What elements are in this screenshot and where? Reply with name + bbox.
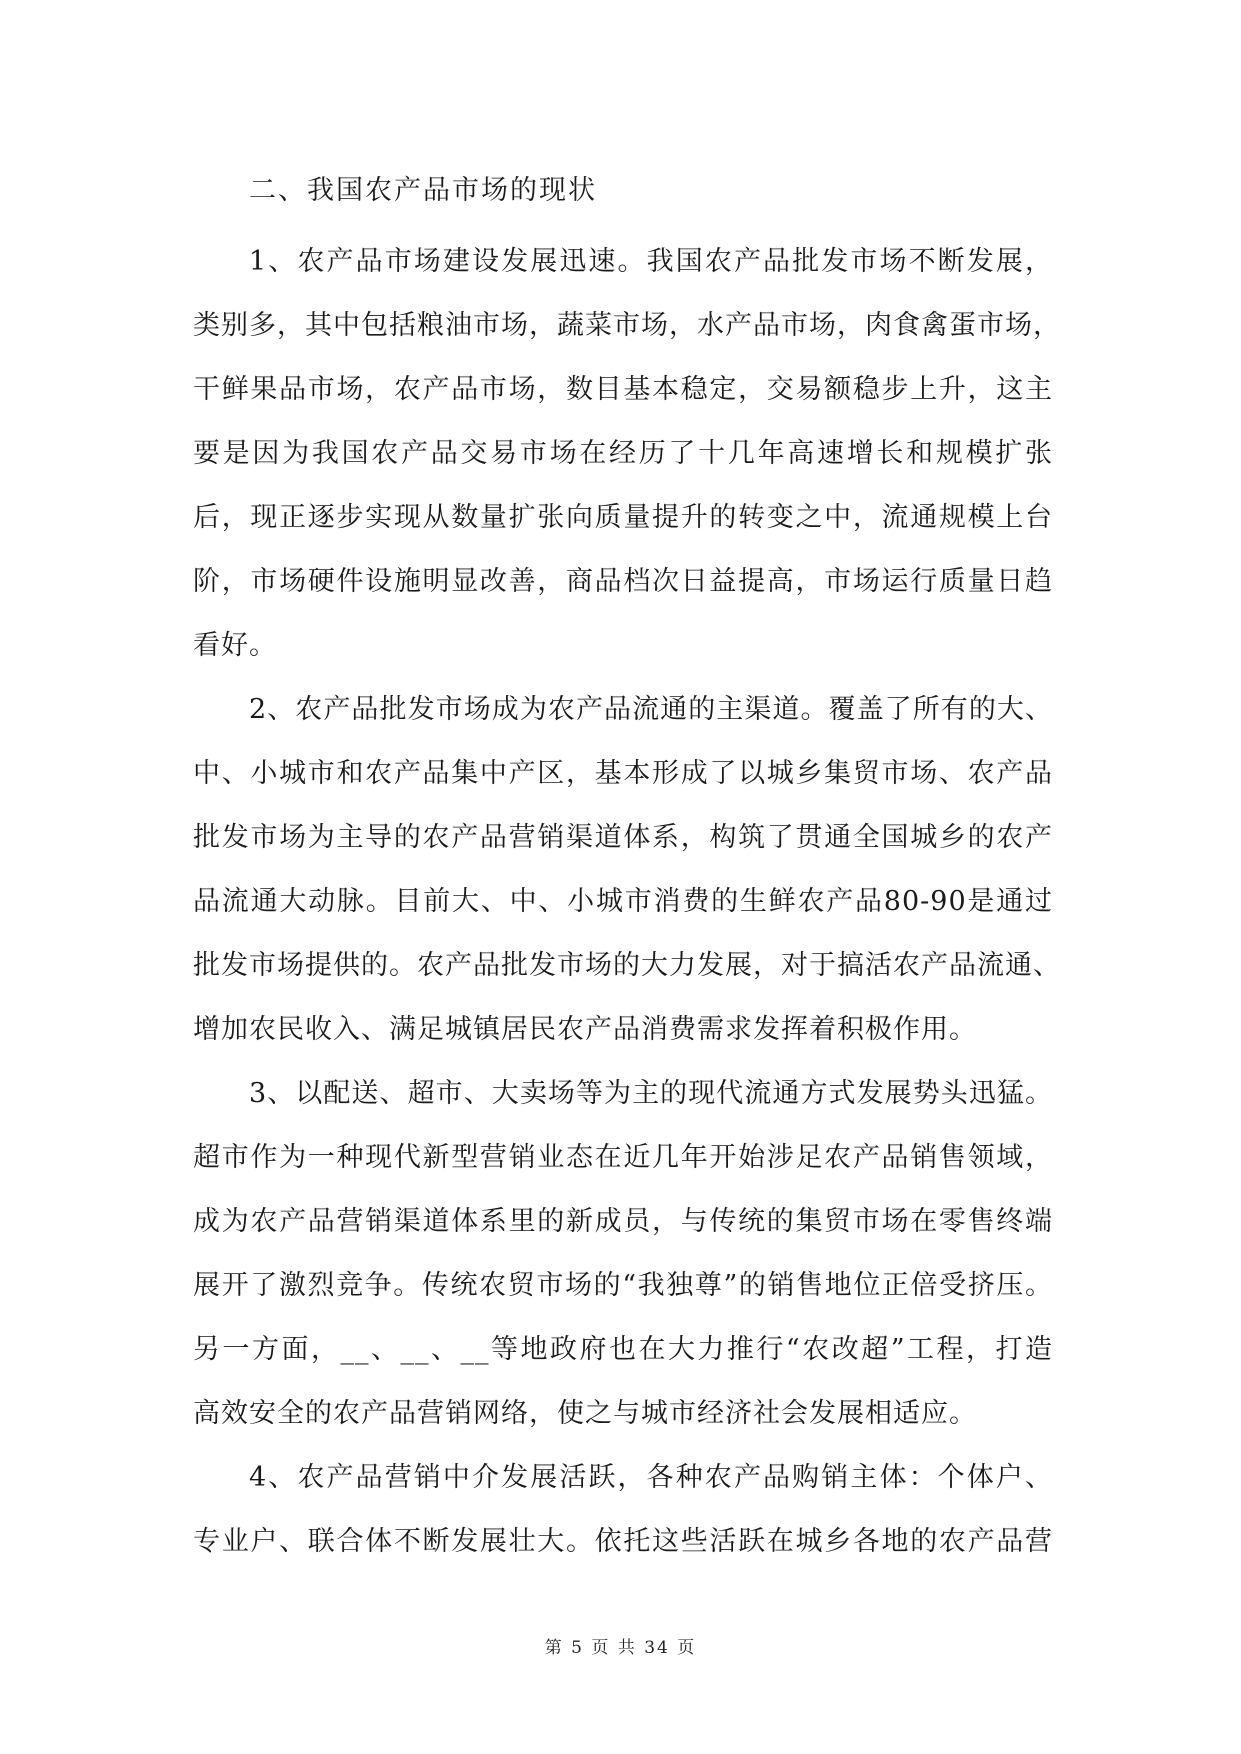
paragraph-line: 品流通大动脉。目前大、中、小城市消费的生鲜农产品80-90是通过	[193, 886, 1053, 917]
paragraph-line: 超市作为一种现代新型营销业态在近几年开始涉足农产品销售领域，	[193, 1142, 1053, 1173]
paragraph-line: 干鲜果品市场，农产品市场，数目基本稳定，交易额稳步上升，这主	[193, 374, 1053, 405]
paragraph-line: 1、农产品市场建设发展迅速。我国农产品批发市场不断发展，	[249, 246, 1053, 277]
paragraph-line: 3、以配送、超市、大卖场等为主的现代流通方式发展势头迅猛。	[249, 1078, 1053, 1109]
paragraph-line: 成为农产品营销渠道体系里的新成员，与传统的集贸市场在零售终端	[193, 1206, 1053, 1237]
paragraph-line: 批发市场提供的。农产品批发市场的大力发展，对于搞活农产品流通、	[193, 950, 1061, 981]
paragraph-1	[193, 230, 1061, 678]
paragraph-4	[193, 1446, 1053, 1574]
paragraph-line: 看好。	[193, 630, 277, 661]
paragraph-line: 类别多，其中包括粮油市场，蔬菜市场，水产品市场，肉食禽蛋市场，	[193, 310, 1061, 341]
paragraph-line: 批发市场为主导的农产品营销渠道体系，构筑了贯通全国城乡的农产	[193, 822, 1053, 853]
paragraph-line: 另一方面，__、__、__等地政府也在大力推行“农改超”工程，打造	[193, 1334, 1053, 1365]
paragraph-line: 后，现正逐步实现从数量扩张向质量提升的转变之中，流通规模上台	[193, 502, 1053, 533]
paragraph-line: 2、农产品批发市场成为农产品流通的主渠道。覆盖了所有的大、	[249, 694, 1053, 725]
paragraph-line: 增加农民收入、满足城镇居民农产品消费需求发挥着积极作用。	[193, 1014, 977, 1045]
page-number-footer: 第 5 页 共 34 页	[544, 1638, 697, 1658]
paragraph-2	[193, 678, 1061, 1062]
paragraph-line: 专业户、联合体不断发展壮大。依托这些活跃在城乡各地的农产品营	[193, 1526, 1053, 1557]
paragraph-line: 展开了激烈竞争。传统农贸市场的“我独尊”的销售地位正倍受挤压。	[193, 1270, 1053, 1301]
paragraph-3	[193, 1062, 1053, 1446]
section-heading: 二、我国农产品市场的现状	[249, 175, 597, 206]
paragraph-line: 要是因为我国农产品交易市场在经历了十几年高速增长和规模扩张	[193, 438, 1053, 469]
paragraph-line: 高效安全的农产品营销网络，使之与城市经济社会发展相适应。	[193, 1398, 977, 1429]
paragraph-line: 阶，市场硬件设施明显改善，商品档次日益提高，市场运行质量日趋	[193, 566, 1053, 597]
paragraph-line: 4、农产品营销中介发展活跃，各种农产品购销主体：个体户、	[249, 1462, 1053, 1493]
page-content	[193, 160, 1061, 1574]
paragraph-line: 中、小城市和农产品集中产区，基本形成了以城乡集贸市场、农产品	[193, 758, 1053, 789]
